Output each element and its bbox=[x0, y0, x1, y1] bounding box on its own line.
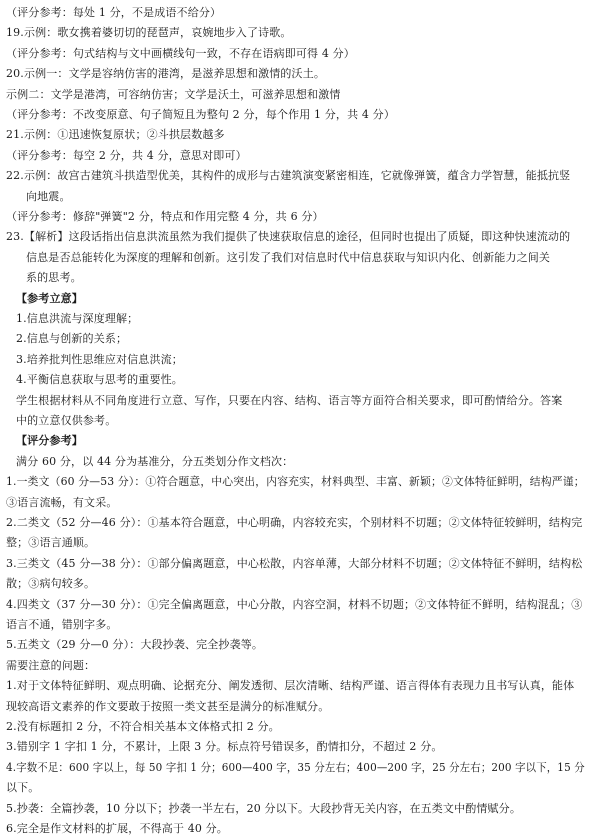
text-line: 5.抄袭：全篇抄袭，10 分以下；抄袭一半左右，20 分以下。大段抄背无关内容，在五类文中酌情赋分。 bbox=[6, 801, 521, 815]
text-line: 满分 60 分，以 44 分为基准分，分五类划分作文档次： bbox=[16, 454, 294, 468]
text-line: （评分参考：每处 1 分，不是成语不给分） bbox=[6, 6, 222, 19]
text-line: 学生根据材料从不同角度进行立意、写作，只要在内容、结构、语言等方面符合相关要求，即可酌情给分。答案 bbox=[16, 393, 563, 407]
text-line: 语言不通，错别字多。 bbox=[6, 618, 118, 631]
text-line: 1.对于文体特征鲜明、观点明确、论据充分、阐发透彻、层次清晰、结构严谨、语言得体有表现力且书写认真，能体 bbox=[6, 679, 575, 693]
text-line: 现较高语文素养的作文要敢于按照一类文甚至是满分的标准赋分。 bbox=[6, 699, 330, 713]
text-line: （评分参考：修辞"弹簧"2 分，特点和作用完整 4 分，共 6 分） bbox=[6, 210, 324, 223]
text-line: 2.没有标题扣 2 分，不符合相关基本文体格式扣 2 分。 bbox=[6, 720, 280, 733]
text-line: 向地震。 bbox=[26, 189, 71, 203]
text-line: 1.信息洪流与深度理解； bbox=[16, 312, 139, 325]
text-line: （评分参考：不改变原意、句子简短且为整句 2 分，每个作用 1 分，共 4 分） bbox=[6, 108, 395, 121]
text-line: 23.【解析】这段话指出信息洪流虽然为我们提供了快速获取信息的途径，但同时也提出了质疑，即这种快速流动的 bbox=[6, 230, 571, 244]
section-heading: 【参考立意】 bbox=[16, 291, 83, 305]
text-line: 中的立意仅供参考。 bbox=[16, 414, 117, 427]
text-line: 4.平衡信息获取与思考的重要性。 bbox=[16, 373, 183, 387]
text-line: （评分参考：每空 2 分，共 4 分，意思对即可） bbox=[6, 148, 247, 162]
text-line: 需要注意的问题： bbox=[6, 658, 96, 672]
text-line: 以下。 bbox=[6, 781, 40, 795]
text-line: 示例二：文学是港湾，可容纳仿害；文学是沃土，可滋养思想和激情 bbox=[6, 87, 341, 101]
text-line: 3.错别字 1 字扣 1 分，不累计，上限 3 分。标点符号错误多，酌情扣分，不超过 2 分。 bbox=[6, 740, 443, 754]
text-line: 2.信息与创新的关系； bbox=[16, 332, 128, 346]
text-line: 21.示例：①迅速恢复原状；②斗拱层数越多 bbox=[6, 128, 225, 142]
text-line: 2.二类文（52 分—46 分）：①基本符合题意，中心明确，内容较充实，个别材料不切题；②文体特征较鲜明，结构完 bbox=[6, 516, 583, 529]
text-line: 4.四类文（37 分—30 分）：①完全偏离题意，中心分散，内容空洞，材料不切题；②文体特征不鲜明，结构混乱；③ bbox=[6, 597, 583, 611]
text-line: ③语言流畅，有文采。 bbox=[6, 495, 118, 509]
text-line: 系的思考。 bbox=[26, 271, 82, 285]
text-line: 5.五类文（29 分—0 分）：大段抄袭、完全抄袭等。 bbox=[6, 638, 264, 652]
text-line: 20.示例一：文学是容纳仿害的港湾，是滋养思想和激情的沃土。 bbox=[6, 67, 325, 81]
text-line: （评分参考：句式结构与文中画横线句一致，不存在语病即可得 4 分） bbox=[6, 46, 355, 60]
text-line: 6.完全是作文材料的扩展，不得高于 40 分。 bbox=[6, 822, 228, 835]
text-line: 3.培养批判性思维应对信息洪流； bbox=[16, 352, 183, 366]
text-line: 22.示例：故宫古建筑斗拱造型优美，其构件的成形与古建筑演变紧密相连，它就像弹簧，蕴含力学智慧，能抵抗竖 bbox=[6, 169, 571, 183]
text-line: 4.字数不足：600 字以上，每 50 字扣 1 分；600—400 字，35 分左右；400—200 字，25 分左右；200 字以下，15 分 bbox=[6, 760, 585, 774]
text-line: 整；③语言通顺。 bbox=[6, 536, 96, 550]
text-line: 1.一类文（60 分—53 分）：①符合题意，中心突出，内容充实，材料典型、丰富、新颖；②文体特征鲜明，结构严谨； bbox=[6, 475, 585, 489]
section-heading: 【评分参考】 bbox=[16, 434, 83, 448]
text-line: 信息是否总能转化为深度的理解和创新。这引发了我们对信息时代中信息获取与知识内化、创新能力之间关 bbox=[26, 250, 551, 264]
text-line: 散；③病句较多。 bbox=[6, 577, 96, 591]
text-line: 3.三类文（45 分—38 分）：①部分偏离题意，中心松散，内容单薄，大部分材料不切题；②文体特征不鲜明，结构松 bbox=[6, 556, 583, 570]
text-line: 19.示例：歌女携着婆切切的琵琶声，哀婉地步入了诗歌。 bbox=[6, 26, 292, 40]
